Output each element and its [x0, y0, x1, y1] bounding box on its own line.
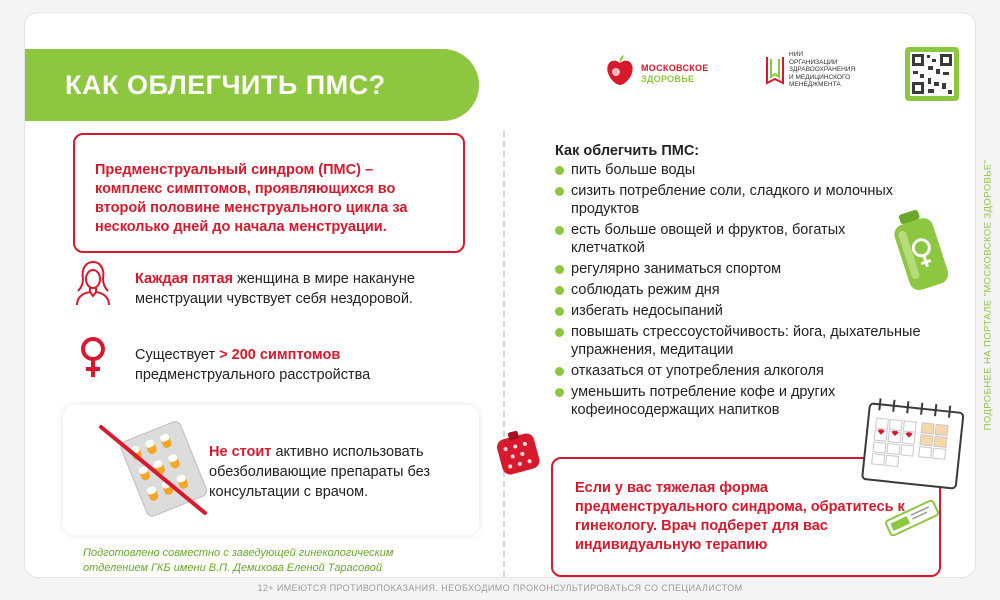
title-banner [25, 49, 479, 121]
nii-line-2: ОРГАНИЗАЦИИ [789, 58, 838, 66]
tip-item: уменьшить потребление кофе и других кофеиносодержащих напитков [555, 383, 985, 419]
qr-code[interactable] [905, 47, 959, 101]
footer-disclaimer: 12+ ИМЕЮТСЯ ПРОТИВОПОКАЗАНИЯ. НЕОБХОДИМО ПРОКОНСУЛЬТИРОВАТЬСЯ СО СПЕЦИАЛИСТОМ [257, 583, 743, 593]
definition-text: Предменструальный синдром (ПМС) – комплекс симптомов, проявляющихся во второй половине менструального цикла за несколько дней до начала менструации. [95, 162, 408, 235]
female-symbol-icon [73, 333, 113, 381]
logos-bar [605, 47, 965, 103]
calendar-icon [858, 398, 968, 490]
tip-item: пить больше воды [555, 161, 985, 179]
tip-item: регулярно заниматься спортом [555, 260, 985, 278]
qr-code-icon [910, 52, 954, 96]
nii-line-4: И МЕДИЦИНСКОГО [789, 73, 851, 81]
tip-item: соблюдать режим дня [555, 281, 985, 299]
stat2-prefix: Существует [135, 347, 220, 363]
tip-item: есть больше овощей и фруктов, богатых клетчаткой [555, 221, 985, 257]
stat1-highlight: Каждая пятая [135, 271, 233, 287]
moscow-health-logo[interactable] [605, 49, 735, 99]
mz-logo-line2: ЗДОРОВЬЕ [641, 74, 695, 84]
credit-note [83, 546, 393, 576]
tips-title: Как облегчить ПМС: [555, 143, 700, 159]
hot-water-bag-icon [493, 428, 543, 478]
page-title: КАК ОБЛЕГЧИТЬ ПМС? [65, 69, 386, 100]
woman-icon [73, 259, 113, 307]
stat2-text: предменструального расстройства [135, 367, 371, 383]
tip-item: избегать недосыпаний [555, 302, 985, 320]
tip-item: отказаться от употребления алкоголя [555, 362, 985, 380]
nii-logo[interactable] [765, 51, 885, 99]
definition-box [73, 133, 465, 253]
crossed-pills-icon [93, 417, 223, 517]
pills-text: активно использовать обезболивающие препараты без консультации с врачом. [209, 444, 430, 500]
nii-line-5: МЕНЕДЖМЕНТА [789, 81, 841, 89]
warning-text: Если у вас тяжелая форма предменструального синдрома, обратитесь к гинекологу. Врач подберет для вас индивидуальную терапию [575, 480, 905, 553]
pills-highlight: Не стоит [209, 444, 272, 460]
book-icon [765, 53, 785, 87]
credit-line-2: отделением ГКБ имени В.П. Демихова Еленой Тарасовой [83, 562, 382, 574]
apple-heart-icon [605, 55, 635, 87]
stat2-highlight: > 200 симптомов [219, 347, 341, 363]
stat1-text: женщина в мире накануне менструации чувствует себя нездоровой. [135, 271, 415, 307]
column-divider [503, 131, 505, 577]
portal-link[interactable] [978, 150, 998, 440]
infographic-card [24, 12, 976, 578]
credit-line-1: Подготовлено совместно с заведующей гинекологическим [83, 547, 394, 559]
painkiller-warning-box [63, 405, 479, 535]
tip-item: повышать стрессоустойчивость: йога, дыхательные упражнения, медитации [555, 323, 985, 359]
water-bottle-icon [890, 208, 952, 292]
test-strip-icon [882, 500, 942, 536]
tip-item: сизить потребление соли, сладкого и молочных продуктов [555, 182, 985, 218]
mz-logo-line1: МОСКОВСКОЕ [641, 63, 709, 73]
nii-line-1: НИИ [789, 51, 804, 58]
nii-line-3: ЗДРАВООХРАНЕНИЯ [789, 66, 856, 74]
portal-link-text: ПОДРОБНЕЕ НА ПОРТАЛЕ "МОСКОВСКОЕ ЗДОРОВЬЕ" [982, 159, 994, 431]
